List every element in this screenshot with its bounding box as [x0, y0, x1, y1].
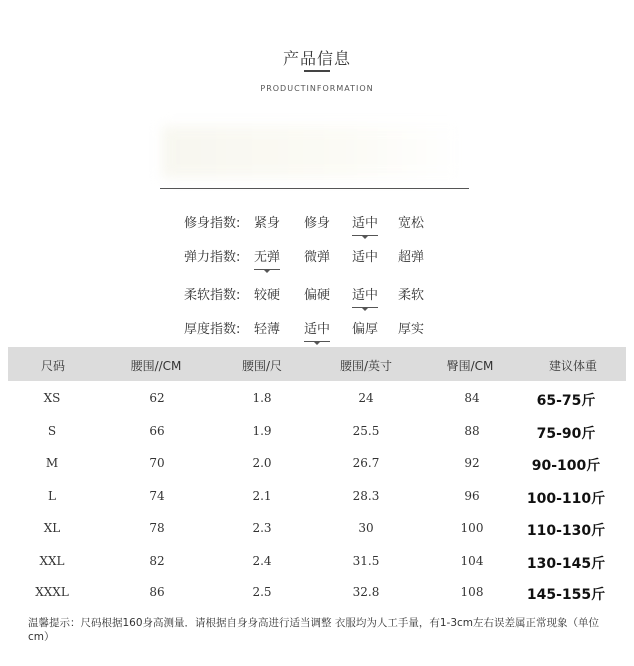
waist-cm-cell: 82	[149, 554, 165, 568]
table-row	[0, 424, 634, 446]
size-cell: L	[48, 489, 56, 503]
index-option: 紧身	[254, 216, 281, 231]
table-row	[0, 521, 634, 543]
waist-inch-cell: 25.5	[352, 424, 380, 438]
weight-cell: 130-145斤	[526, 556, 606, 572]
size-cell: XS	[43, 391, 61, 405]
hip-cm-cell: 88	[464, 424, 480, 438]
waist-chi-cell: 2.4	[252, 554, 272, 568]
index-label: 修身指数:	[184, 216, 241, 231]
index-option: 超弹	[398, 250, 425, 265]
waist-inch-cell: 30	[358, 521, 374, 535]
waist-inch-cell: 26.7	[352, 456, 380, 470]
index-option-selected: 适中	[304, 318, 330, 337]
index-option: 厚实	[398, 322, 425, 337]
header-size: 尺码	[40, 359, 66, 373]
table-row	[0, 489, 634, 511]
size-cell: S	[47, 424, 57, 438]
index-option: 轻薄	[254, 322, 281, 337]
waist-cm-cell: 62	[149, 391, 165, 405]
index-label: 厚度指数:	[184, 322, 241, 337]
waist-chi-cell: 2.0	[252, 456, 272, 470]
waist-cm-cell: 66	[149, 424, 165, 438]
size-cell: M	[45, 456, 59, 470]
weight-cell: 75-90斤	[536, 426, 596, 442]
index-label: 弹力指数:	[184, 250, 241, 265]
waist-cm-cell: 86	[149, 585, 165, 599]
waist-cm-cell: 70	[149, 456, 165, 470]
page-title: 产品信息	[282, 49, 351, 68]
page-subtitle: PRODUCTINFORMATION	[260, 84, 374, 93]
weight-cell: 110-130斤	[526, 523, 606, 539]
title-underline	[304, 70, 330, 72]
blurred-area	[162, 126, 462, 178]
header-waist-inch: 腰围/英寸	[339, 359, 393, 373]
index-option-selected: 无弹	[254, 246, 280, 265]
table-row	[0, 554, 634, 576]
weight-cell: 90-100斤	[531, 458, 601, 474]
index-option: 较硬	[254, 288, 281, 303]
index-option: 修身	[304, 216, 331, 231]
hip-cm-cell: 96	[464, 489, 480, 503]
waist-inch-cell: 31.5	[352, 554, 380, 568]
index-option-selected: 适中	[352, 284, 378, 303]
table-row	[0, 391, 634, 413]
table-row	[0, 456, 634, 478]
hip-cm-cell: 108	[460, 585, 484, 599]
index-option-selected: 适中	[352, 212, 378, 231]
waist-chi-cell: 2.1	[252, 489, 272, 503]
waist-chi-cell: 2.5	[252, 585, 272, 599]
size-table-header	[8, 347, 626, 381]
hip-cm-cell: 104	[460, 554, 484, 568]
waist-inch-cell: 28.3	[352, 489, 380, 503]
index-option: 偏硬	[304, 288, 331, 303]
waist-inch-cell: 32.8	[352, 585, 380, 599]
index-option: 微弹	[304, 250, 331, 265]
size-cell: XXXL	[35, 585, 69, 599]
weight-cell: 65-75斤	[536, 393, 596, 409]
index-option: 宽松	[398, 216, 425, 231]
header-hip-cm: 臀围/CM	[446, 359, 494, 373]
waist-cm-cell: 78	[149, 521, 165, 535]
size-cell: XL	[43, 521, 61, 535]
size-cell: XXL	[39, 554, 65, 568]
header-waist-chi: 腰围/尺	[241, 359, 283, 373]
waist-inch-cell: 24	[358, 391, 374, 405]
waist-chi-cell: 1.8	[252, 391, 272, 405]
index-label: 柔软指数:	[184, 288, 241, 303]
header-weight: 建议体重	[548, 359, 598, 373]
index-option: 适中	[352, 250, 379, 265]
tip-note: 温馨提示：尺码根据160身高测量．请根据自身身高进行适当调整 衣服均为人工手量，有1-3cm左右误差属正常现象（单位cm）	[28, 617, 600, 643]
hip-cm-cell: 92	[464, 456, 480, 470]
divider-line	[160, 188, 469, 189]
index-option: 偏厚	[352, 322, 379, 337]
weight-cell: 145-155斤	[526, 587, 606, 603]
hip-cm-cell: 100	[460, 521, 484, 535]
waist-chi-cell: 1.9	[252, 424, 272, 438]
hip-cm-cell: 84	[464, 391, 480, 405]
index-option: 柔软	[398, 288, 425, 303]
header-waist-cm: 腰围//CM	[130, 359, 182, 373]
waist-cm-cell: 74	[149, 489, 165, 503]
table-row	[0, 585, 634, 607]
weight-cell: 100-110斤	[526, 491, 606, 507]
waist-chi-cell: 2.3	[252, 521, 272, 535]
